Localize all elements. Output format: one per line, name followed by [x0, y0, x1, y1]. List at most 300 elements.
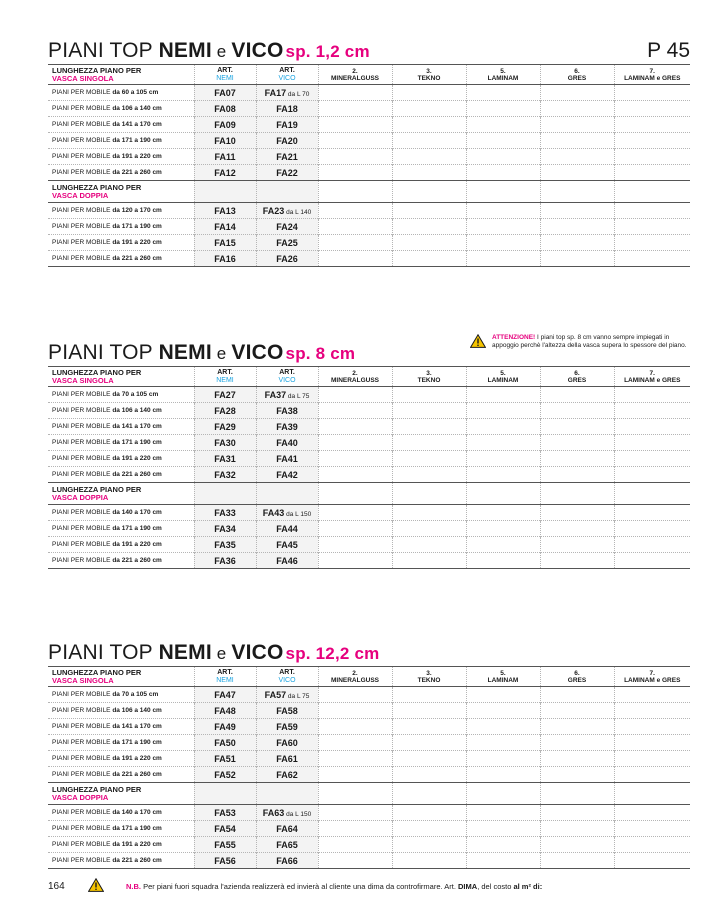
vico-code: FA64 [276, 823, 298, 834]
vico-cell [256, 553, 318, 569]
price-cell [466, 805, 540, 821]
row-range: da 221 a 260 cm [112, 771, 162, 778]
price-cell [318, 165, 392, 181]
price-cell [466, 703, 540, 719]
price-cell [318, 837, 392, 853]
table-row [48, 735, 690, 751]
table-row [48, 467, 690, 483]
header-col-name: LAMINAM [487, 74, 519, 82]
row-description [48, 419, 194, 435]
vico-cell [256, 837, 318, 853]
nemi-code: FA51 [194, 751, 256, 767]
vico-code: FA58 [276, 705, 298, 716]
price-cell [392, 387, 466, 403]
price-cell [392, 521, 466, 537]
footnote-art: DIMA [458, 882, 478, 891]
price-cell [392, 751, 466, 767]
header-col-num: 5. [500, 67, 506, 75]
row-range: da 171 a 190 cm [112, 137, 162, 144]
table-header [48, 65, 690, 85]
header-col-1 [392, 367, 466, 387]
row-description [48, 853, 194, 869]
price-cell [540, 505, 614, 521]
price-cell [614, 521, 690, 537]
price-cell [466, 403, 540, 419]
header-col-num: 3. [426, 369, 432, 377]
price-cell [466, 521, 540, 537]
header-col-name: GRES [567, 376, 587, 384]
header-col-1 [392, 667, 466, 687]
vico-code: FA18 [276, 103, 298, 114]
price-cell [392, 505, 466, 521]
header-col-name: TEKNO [417, 376, 441, 384]
vico-code: FA42 [276, 469, 298, 480]
header-vico-label: VICO [278, 74, 296, 82]
price-cell [540, 853, 614, 869]
vico-code: FA59 [276, 721, 298, 732]
price-cell [392, 133, 466, 149]
title-conj: e [211, 344, 232, 363]
header-length [48, 367, 194, 387]
row-range: da 171 a 190 cm [112, 439, 162, 446]
group-length-label: LUNGHEZZA PIANO PER [52, 784, 142, 794]
price-cell [466, 251, 540, 267]
nemi-code: FA12 [194, 165, 256, 181]
row-description [48, 403, 194, 419]
row-description [48, 521, 194, 537]
price-cell [392, 85, 466, 101]
price-cell [318, 751, 392, 767]
nemi-code: FA10 [194, 133, 256, 149]
row-range: da 191 a 220 cm [112, 541, 162, 548]
group-cell [466, 181, 540, 203]
price-cell [318, 403, 392, 419]
header-col-name: LAMINAM [487, 376, 519, 384]
price-cell [318, 117, 392, 133]
price-cell [392, 117, 466, 133]
price-cell [540, 165, 614, 181]
table-row [48, 767, 690, 783]
title-brand-vico: VICO [231, 39, 284, 62]
row-description [48, 85, 194, 101]
price-cell [614, 165, 690, 181]
price-cell [318, 821, 392, 837]
row-prefix: PIANI PER MOBILE [52, 825, 113, 832]
header-art-nemi [194, 667, 256, 687]
row-description [48, 165, 194, 181]
header-col-num: 7. [649, 67, 655, 75]
price-cell [466, 751, 540, 767]
price-cell [614, 767, 690, 783]
nemi-code: FA30 [194, 435, 256, 451]
group-cell [392, 783, 466, 805]
row-prefix: PIANI PER MOBILE [52, 809, 113, 816]
header-col-name: GRES [567, 676, 587, 684]
row-prefix: PIANI PER MOBILE [52, 223, 113, 230]
group-cell [318, 181, 392, 203]
group-double-label: VASCA DOPPIA [52, 190, 109, 200]
row-prefix: PIANI PER MOBILE [52, 471, 113, 478]
group-length [48, 783, 194, 805]
row-description [48, 505, 194, 521]
price-cell [614, 387, 690, 403]
price-cell [540, 419, 614, 435]
nemi-code: FA36 [194, 553, 256, 569]
price-cell [614, 403, 690, 419]
header-col-name: MINERALGUSS [330, 676, 380, 684]
group-cell [256, 483, 318, 505]
warning-triangle-icon [470, 334, 486, 348]
price-cell [540, 251, 614, 267]
vico-cell [256, 703, 318, 719]
vico-cell [256, 537, 318, 553]
header-col-name: TEKNO [417, 676, 441, 684]
price-cell [318, 451, 392, 467]
header-art-vico [256, 667, 318, 687]
table-row [48, 101, 690, 117]
row-prefix: PIANI PER MOBILE [52, 455, 113, 462]
vico-code: FA19 [276, 119, 298, 130]
price-cell [614, 853, 690, 869]
group-length [48, 181, 194, 203]
row-description [48, 435, 194, 451]
vico-cell [256, 85, 318, 101]
section-header [48, 640, 690, 666]
vico-code: FA20 [276, 135, 298, 146]
table-row [48, 251, 690, 267]
row-prefix: PIANI PER MOBILE [52, 525, 113, 532]
row-prefix: PIANI PER MOBILE [52, 169, 113, 176]
price-cell [392, 719, 466, 735]
price-cell [318, 101, 392, 117]
header-col-name: TEKNO [417, 74, 441, 82]
header-art-label: ART. [217, 368, 233, 376]
header-col-name: LAMINAM [487, 676, 519, 684]
price-cell [466, 505, 540, 521]
table-row [48, 537, 690, 553]
nemi-code: FA48 [194, 703, 256, 719]
row-prefix: PIANI PER MOBILE [52, 407, 113, 414]
price-cell [614, 537, 690, 553]
vico-cell [256, 821, 318, 837]
row-prefix: PIANI PER MOBILE [52, 423, 113, 430]
vico-cell [256, 251, 318, 267]
page-label: P 45 [647, 39, 690, 62]
header-col-num: 3. [426, 67, 432, 75]
price-cell [614, 687, 690, 703]
row-description [48, 235, 194, 251]
price-cell [318, 687, 392, 703]
vico-code: FA65 [276, 839, 298, 850]
price-cell [614, 203, 690, 219]
vico-cell [256, 435, 318, 451]
price-cell [614, 719, 690, 735]
table-row [48, 219, 690, 235]
price-cell [392, 805, 466, 821]
row-range: da 141 a 170 cm [112, 723, 162, 730]
group-cell [194, 181, 256, 203]
price-cell [466, 165, 540, 181]
vico-code: FA61 [276, 753, 298, 764]
group-double-label: VASCA DOPPIA [52, 792, 109, 802]
row-range: da 191 a 220 cm [112, 153, 162, 160]
nemi-code: FA09 [194, 117, 256, 133]
footnote-unit: al m² di: [513, 882, 543, 891]
nemi-code: FA29 [194, 419, 256, 435]
price-cell [466, 85, 540, 101]
price-cell [540, 451, 614, 467]
row-description [48, 735, 194, 751]
section-sp-12-2 [48, 640, 690, 869]
row-prefix: PIANI PER MOBILE [52, 557, 113, 564]
price-cell [392, 203, 466, 219]
header-col-num: 5. [500, 669, 506, 677]
vico-cell [256, 387, 318, 403]
price-cell [466, 435, 540, 451]
row-description [48, 687, 194, 703]
header-col-num: 2. [352, 67, 358, 75]
price-cell [466, 117, 540, 133]
vico-cell [256, 805, 318, 821]
warning-body: I piani top sp. 8 cm vanno sempre impiegati in appoggio perchè l'altezza della vasca supera lo spessore del piano. [492, 334, 687, 349]
price-cell [540, 387, 614, 403]
price-cell [392, 537, 466, 553]
vico-cell [256, 687, 318, 703]
table-row [48, 687, 690, 703]
header-single-label: VASCA SINGOLA [52, 375, 114, 385]
header-length [48, 667, 194, 687]
nemi-code: FA47 [194, 687, 256, 703]
row-prefix: PIANI PER MOBILE [52, 105, 113, 112]
header-length-label: LUNGHEZZA PIANO PER [52, 367, 142, 377]
table-row [48, 117, 690, 133]
header-length-label: LUNGHEZZA PIANO PER [52, 65, 142, 75]
header-col-3 [540, 65, 614, 85]
price-cell [540, 821, 614, 837]
title-brand-nemi: NEMI [158, 341, 212, 364]
price-cell [318, 805, 392, 821]
row-prefix: PIANI PER MOBILE [52, 841, 113, 848]
price-cell [392, 435, 466, 451]
price-cell [614, 505, 690, 521]
header-col-num: 7. [649, 369, 655, 377]
group-cell [392, 181, 466, 203]
price-cell [466, 687, 540, 703]
header-col-num: 2. [352, 369, 358, 377]
row-description [48, 751, 194, 767]
title-conj: e [211, 42, 232, 61]
group-cell [256, 783, 318, 805]
vico-cell [256, 219, 318, 235]
vico-code: FA38 [276, 405, 298, 416]
row-range: da 221 a 260 cm [112, 255, 162, 262]
price-cell [614, 117, 690, 133]
row-description [48, 767, 194, 783]
group-header [48, 181, 690, 203]
row-range: da 221 a 260 cm [112, 557, 162, 564]
header-art-label: ART. [279, 66, 295, 74]
price-cell [540, 235, 614, 251]
nemi-code: FA31 [194, 451, 256, 467]
row-prefix: PIANI PER MOBILE [52, 707, 113, 714]
price-cell [540, 403, 614, 419]
vico-code: FA17 [264, 87, 287, 98]
price-cell [392, 837, 466, 853]
header-single-label: VASCA SINGOLA [52, 675, 114, 685]
vico-code: FA62 [276, 769, 298, 780]
header-col-2 [466, 667, 540, 687]
header-art-nemi [194, 65, 256, 85]
section-title [48, 38, 690, 65]
price-cell [392, 419, 466, 435]
row-range: da 171 a 190 cm [112, 825, 162, 832]
price-cell [466, 719, 540, 735]
vico-cell [256, 767, 318, 783]
nemi-code: FA34 [194, 521, 256, 537]
nemi-code: FA55 [194, 837, 256, 853]
vico-note: da L 140 [284, 208, 312, 216]
group-cell [194, 783, 256, 805]
row-description [48, 117, 194, 133]
price-table [48, 64, 690, 267]
table-row [48, 553, 690, 569]
price-cell [318, 467, 392, 483]
price-cell [540, 751, 614, 767]
nemi-code: FA08 [194, 101, 256, 117]
price-cell [318, 435, 392, 451]
row-description [48, 537, 194, 553]
group-cell [540, 483, 614, 505]
title-thickness: sp. 1,2 cm [285, 42, 370, 61]
vico-cell [256, 751, 318, 767]
header-col-name: LAMINAM e GRES [624, 74, 681, 82]
row-prefix: PIANI PER MOBILE [52, 541, 113, 548]
header-nemi-label: NEMI [216, 676, 234, 684]
price-cell [614, 837, 690, 853]
vico-code: FA63 [262, 807, 285, 818]
price-cell [540, 467, 614, 483]
header-col-3 [540, 667, 614, 687]
row-prefix: PIANI PER MOBILE [52, 89, 113, 96]
price-cell [318, 419, 392, 435]
price-cell [318, 235, 392, 251]
nemi-code: FA13 [194, 203, 256, 219]
header-art-label: ART. [279, 668, 295, 676]
row-description [48, 219, 194, 235]
row-range: da 106 a 140 cm [112, 707, 162, 714]
title-thickness: sp. 8 cm [285, 344, 356, 363]
price-cell [540, 687, 614, 703]
group-cell [318, 483, 392, 505]
table-row [48, 85, 690, 101]
vico-cell [256, 467, 318, 483]
price-cell [540, 735, 614, 751]
price-cell [540, 805, 614, 821]
vico-code: FA60 [276, 737, 298, 748]
table-row [48, 203, 690, 219]
price-cell [318, 853, 392, 869]
price-cell [614, 553, 690, 569]
title-prefix: PIANI TOP [48, 641, 159, 664]
vico-code: FA21 [276, 151, 298, 162]
header-col-2 [466, 367, 540, 387]
price-cell [318, 203, 392, 219]
vico-cell [256, 403, 318, 419]
row-prefix: PIANI PER MOBILE [52, 239, 113, 246]
row-prefix: PIANI PER MOBILE [52, 137, 113, 144]
price-cell [614, 235, 690, 251]
price-cell [466, 821, 540, 837]
warning-label: ATTENZIONE! [492, 334, 536, 341]
header-col-name: MINERALGUSS [330, 376, 380, 384]
price-cell [392, 687, 466, 703]
price-cell [614, 451, 690, 467]
row-description [48, 805, 194, 821]
price-cell [318, 767, 392, 783]
row-description [48, 553, 194, 569]
price-table [48, 366, 690, 569]
price-cell [392, 251, 466, 267]
table-row [48, 435, 690, 451]
footnote-text: N.B. Per piani fuori squadra l'azienda realizzerà ed invierà al cliente una dima da controfirmare. Art. DIMA, del costo al m² di: [126, 882, 543, 891]
group-cell [540, 783, 614, 805]
header-col-num: 6. [574, 369, 580, 377]
row-range: da 141 a 170 cm [112, 121, 162, 128]
price-cell [466, 853, 540, 869]
group-cell [466, 483, 540, 505]
title-brand-nemi: NEMI [158, 39, 212, 62]
header-art-vico [256, 367, 318, 387]
nemi-code: FA14 [194, 219, 256, 235]
price-cell [392, 165, 466, 181]
vico-cell [256, 853, 318, 869]
row-prefix: PIANI PER MOBILE [52, 439, 113, 446]
vico-cell [256, 735, 318, 751]
row-description [48, 837, 194, 853]
header-col-4 [614, 65, 690, 85]
header-single-label: VASCA SINGOLA [52, 73, 114, 83]
section-title [48, 640, 690, 667]
price-cell [392, 403, 466, 419]
price-cell [540, 837, 614, 853]
vico-code: FA57 [264, 689, 287, 700]
vico-note: da L 150 [284, 810, 312, 818]
header-col-num: 7. [649, 669, 655, 677]
nemi-code: FA07 [194, 85, 256, 101]
vico-code: FA43 [262, 507, 285, 518]
vico-code: FA22 [276, 167, 298, 178]
row-prefix: PIANI PER MOBILE [52, 153, 113, 160]
header-col-1 [392, 65, 466, 85]
price-cell [540, 537, 614, 553]
nemi-code: FA15 [194, 235, 256, 251]
table-header [48, 667, 690, 687]
price-cell [466, 767, 540, 783]
header-col-4 [614, 667, 690, 687]
nemi-code: FA32 [194, 467, 256, 483]
price-cell [540, 521, 614, 537]
header-col-num: 6. [574, 67, 580, 75]
vico-cell [256, 149, 318, 165]
row-range: da 106 a 140 cm [112, 105, 162, 112]
price-table [48, 666, 690, 869]
price-cell [466, 219, 540, 235]
price-cell [466, 837, 540, 853]
row-range: da 221 a 260 cm [112, 169, 162, 176]
price-cell [466, 467, 540, 483]
nemi-code: FA49 [194, 719, 256, 735]
table-row [48, 821, 690, 837]
